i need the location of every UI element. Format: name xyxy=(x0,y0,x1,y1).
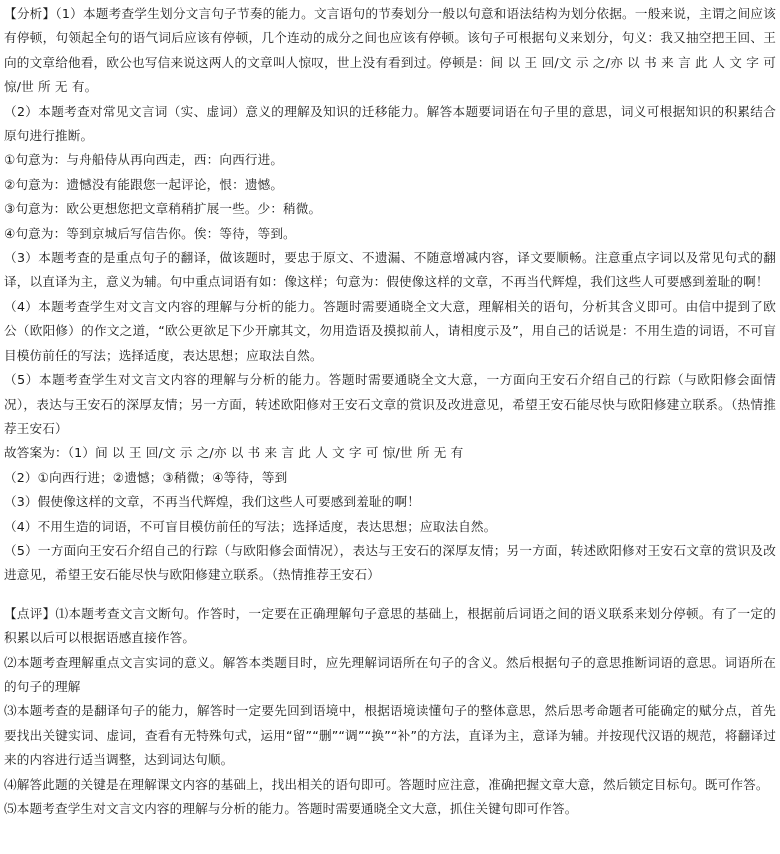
analysis-q2-item: ②句意为：遗憾没有能跟您一起评论，恨：遗憾。 xyxy=(4,176,284,192)
analysis-q2-item: ③句意为：欧公更想您把文章稍稍扩展一些。少：稍微。 xyxy=(4,201,322,217)
analysis-q3: （3）本题考查的是重点句子的翻译，做该题时，要忠于原文、不遗漏、不随意增减内容，译文要顺畅。注意重点字词以及常见句式的翻译，以直译为主，意义为辅。句中重点词语有如：像这样；句意为：假使像这样的文章，不再当代辉煌，我们这些人可要感到羞耻的啊！ xyxy=(4,250,776,290)
analysis-intro: 【分析】（1）本题考查学生划分文言句子节奏的能力。文言语句的节奏划分一般以句意和语法结构为划分依据。一般来说，主谓之间应该有停顿，句领起全句的语气词后应该有停顿，几个连动的成分之间也应该有停顿。该句子可根据句义来划分，句义：我又抽空把王回、王向的文章给他看，欧公也写信来说这两人的文章叫人惊叹，世上没有看到过。停顿是：间 以 王 回/文 示 之/亦 以 书 来 言 此 人 文 字 可 惊/世 所 无 有。 xyxy=(4,6,776,95)
answer-q1: 故答案为：（1）间 以 王 回/文 示 之/亦 以 书 来 言 此 人 文 字 可 惊/世 所 无 有 xyxy=(4,445,464,461)
analysis-q2-item: ①句意为：与舟船侍从再向西走，西：向西行进。 xyxy=(4,152,284,168)
comment-3: ⑶本题考查的是翻译句子的能力，解答时一定要先回到语境中，根据语境读懂句子的整体意思，然后思考命题者可能确定的赋分点，首先要找出关键实词、虚词，查看有无特殊句式，运用“留”“删”“调”“换”“补”的方法，直译为主，意译为辅。并按现代汉语的规范，将翻译过来的内容进行适当调整，达到词达句顺。 xyxy=(4,703,776,768)
comment-4: ⑷解答此题的关键是在理解课文内容的基础上，找出相关的语句即可。答题时应注意，准确把握文章大意，然后锁定目标句。既可作答。 xyxy=(4,776,769,792)
answer-q5: （5）一方面向王安石介绍自己的行踪（与欧阳修会面情况），表达与王安石的深厚友情；另一方面，转述欧阳修对王安石文章的赏识及改进意见，希望王安石能尽快与欧阳修建立联系。（热情推荐王安石） xyxy=(4,542,776,583)
analysis-q5: （5）本题考查学生对文言文内容的理解与分析的能力。答题时需要通晓全文大意，一方面向王安石介绍自己的行踪（与欧阳修会面情况），表达与王安石的深厚友情；另一方面，转述欧阳修对王安石文章的赏识及改进意见，希望王安石能尽快与欧阳修建立联系。（热情推荐王安石） xyxy=(4,372,776,436)
comment-2: ⑵本题考查理解重点文言实词的意义。解答本类题目时，应先理解词语所在句子的含义。然后根据句子的意思推断词语的意思。词语所在的句子的理解 xyxy=(4,654,776,694)
section-gap xyxy=(4,588,776,602)
answer-q2: （2）①向西行进；②遗憾；③稍微；④等待，等到 xyxy=(4,469,288,485)
analysis-q2-item: ④句意为：等到京城后写信告你。俟：等待，等到。 xyxy=(4,225,296,241)
comment-5: ⑸本题考查学生对文言文内容的理解与分析的能力。答题时需要通晓全文大意，抓住关键句即可作答。 xyxy=(4,801,578,816)
answer-q3: （3）假使像这样的文章，不再当代辉煌，我们这些人可要感到羞耻的啊！ xyxy=(4,494,420,510)
analysis-q2-head: （2）本题考查对常见文言词（实、虚词）意义的理解及知识的迁移能力。解答本题要词语在句子里的意思，词义可根据知识的积累结合原句进行推断。 xyxy=(4,103,776,144)
analysis-q4: （4）本题考查学生对文言文内容的理解与分析的能力。答题时需要通晓全文大意，理解相关的语句，分析其含义即可。由信中提到了欧公（欧阳修）的作文之道，“欧公更欲足下少开廓其文，勿用造语及摸拟前人，请相度示及”，用自己的话说是：不用生造的词语，不可盲目模仿前任的写法；选择适度，表达思想；应取法自然。 xyxy=(4,298,776,363)
comment-1: 【点评】⑴本题考查文言文断句。作答时，一定要在正确理解句子意思的基础上，根据前后词语之间的语义联系来划分停顿。有了一定的积累以后可以根据语感直接作答。 xyxy=(4,605,776,646)
answer-q4: （4）不用生造的词语，不可盲目模仿前任的写法；选择适度，表达思想；应取法自然。 xyxy=(4,518,497,534)
